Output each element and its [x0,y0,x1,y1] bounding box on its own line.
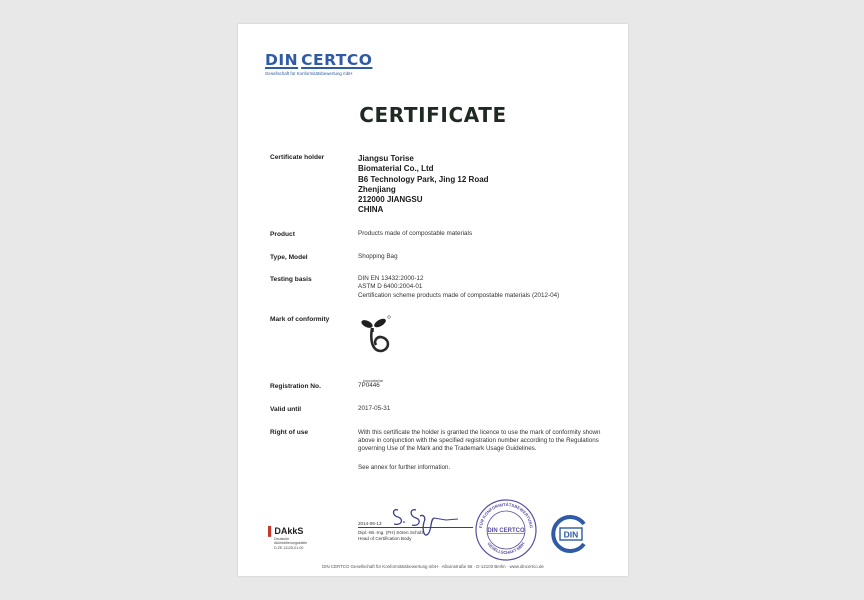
svg-text:DIN CERTCO: DIN CERTCO [487,528,525,534]
dakks-accreditation-logo [268,526,307,550]
signatory-role: Head of Certification Body [358,536,412,541]
logo-din: DIN [265,51,299,69]
signature-line [358,527,473,528]
mark-caption: kompostierbar [363,379,384,383]
dakks-subtitle: Deutsche Akkreditierungsstelle D-ZE-11125-01-00 [274,537,308,550]
holder-line: Jiangsu Torise [358,154,414,163]
signature-date: 2014-06-13 [358,521,382,526]
holder-line: 212000 JIANGSU [358,195,423,205]
svg-text:FÜR KONFORMITÄTSBEWERTUNG: FÜR KONFORMITÄTSBEWERTUNG [478,501,534,529]
valid-until-value: 2017-05-31 [358,405,391,412]
testing-item: Certification scheme products made of compostable materials (2012-04) [358,291,560,299]
testing-item: ASTM D 6400:2004-01 [358,283,423,291]
certificate-page [238,24,628,576]
holder-line: CHINA [358,205,384,215]
holder-line: Zhenjiang [358,184,396,194]
label-registration-no: Registration No. [270,383,321,390]
testing-basis-list [358,275,559,300]
label-type-model: Type, Model [270,254,308,261]
logo-certco: CERTCO [301,51,373,69]
svg-text:DIN: DIN [563,529,579,540]
din-mark-logo [550,514,590,554]
label-testing-basis: Testing basis [270,276,312,283]
din-certco-stamp [474,498,538,562]
label-mark-of-conformity: Mark of conformity [270,316,330,323]
certificate-title: CERTIFICATE [359,103,507,127]
signatory [358,530,424,542]
registration-value: 7P0446 [358,382,380,389]
annex-note: See annex for further information. [358,464,451,471]
svg-text:GESELLSCHAFT MBH: GESELLSCHAFT MBH [486,541,526,556]
label-certificate-holder: Certificate holder [270,154,325,161]
testing-item: DIN EN 13432:2000-12 [358,275,424,282]
signatory-name: Dipl.-Wi.-Ing. (FH) Sören Scholz [358,530,424,535]
product-value: Products made of compostable materials [358,230,473,237]
holder-line: Biomaterial Co., Ltd [358,164,434,174]
din-certco-logo [265,51,372,76]
right-of-use-paragraph: With this certificate the holder is granted the licence to use the mark of conformity shown above in conjunction with the specified registration number according to the Regulations governing Use of the Mark and the Trademark Usage Guidelines. [358,429,601,452]
dakks-title: ▌DAkkS [268,526,304,536]
label-product: Product [270,231,295,238]
label-right-of-use: Right of use [270,429,309,436]
type-value: Shopping Bag [358,253,398,260]
right-of-use-text [358,429,618,452]
logo-subtitle: Gesellschaft für Konformitätsbewertung mbH [265,71,353,76]
compostable-seedling-logo [358,314,398,354]
logo-wordmark [265,51,372,69]
certificate-holder-address [358,154,489,216]
holder-line: B6 Technology Park, Jing 12 Road [358,174,489,184]
label-valid-until: Valid until [270,406,302,413]
footer-address: DIN CERTCO Gesellschaft für Konformitätsbewertung mbH · Alboinstraße 56 · D-12103 Berlin · www.dincertco.de [322,564,544,569]
